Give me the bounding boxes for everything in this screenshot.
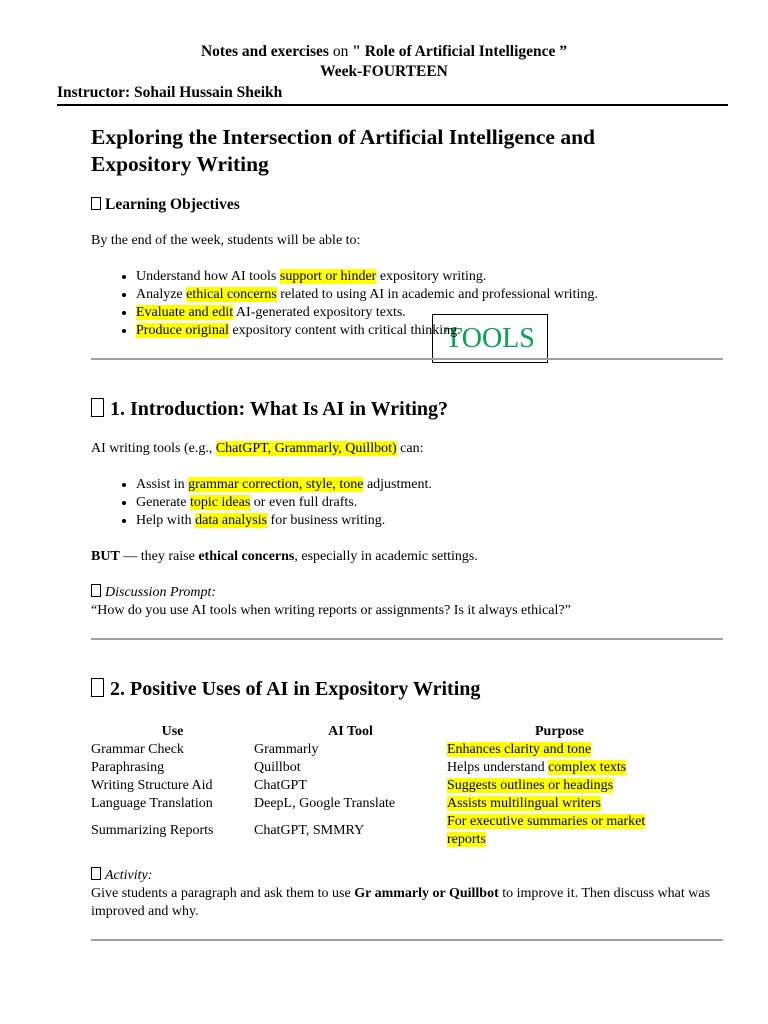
table-cell: Writing Structure Aid	[91, 778, 213, 793]
missing-glyph-icon	[91, 398, 104, 417]
missing-glyph-icon	[91, 678, 104, 697]
table-row	[91, 777, 672, 795]
discussion-prompt-label: Discussion Prompt:	[91, 584, 731, 602]
table-cell: Grammar Check	[91, 742, 184, 757]
table-row	[91, 795, 672, 813]
list-item: • Assist in grammar correction, style, tone adjustment.	[136, 476, 731, 494]
table-cell: Assists multilingual writers	[447, 796, 601, 811]
tools-box: TOOLS	[432, 314, 548, 363]
section-divider	[91, 358, 723, 360]
table-cell: Suggests outlines or headings	[447, 778, 614, 793]
table-cell: For executive summaries or market reports	[447, 814, 646, 847]
list-item: • Help with data analysis for business writing.	[136, 512, 731, 530]
main-content	[91, 124, 731, 941]
list-item: • Evaluate and edit AI-generated expository texts.	[136, 304, 731, 322]
column-header: Use	[161, 724, 184, 739]
table-row	[91, 759, 672, 777]
ethics-statement: BUT — they raise ethical concerns, especially in academic settings.	[91, 549, 478, 564]
header-divider	[57, 104, 728, 106]
table-cell: Enhances clarity and tone	[447, 742, 592, 757]
column-header: Purpose	[535, 724, 584, 739]
table-row	[91, 813, 672, 849]
list-item: • Produce original expository content with critical thinking.	[136, 322, 731, 340]
missing-glyph-icon	[91, 584, 101, 597]
column-header: AI Tool	[328, 724, 373, 739]
page-title: Exploring the Intersection of Artificial Intelligence and Expository Writing	[91, 125, 596, 176]
objectives-intro: By the end of the week, students will be able to:	[91, 233, 361, 248]
header-week: Week-FOURTEEN	[320, 63, 448, 80]
table-row	[91, 741, 672, 759]
table-cell: ChatGPT, SMMRY	[254, 823, 365, 838]
section-divider	[91, 939, 723, 941]
table-cell: Language Translation	[91, 796, 213, 811]
missing-glyph-icon	[91, 197, 101, 210]
table-cell: Grammarly	[254, 742, 319, 757]
activity-label: Activity:	[91, 867, 731, 885]
header-line-1: Notes and exercises on " Role of Artificial Intelligence ”	[200, 43, 568, 60]
document-header	[0, 42, 768, 82]
section2-heading: 2. Positive Uses of AI in Expository Writing	[91, 676, 731, 702]
table-cell: ChatGPT	[254, 778, 307, 793]
section1-intro: AI writing tools (e.g., ChatGPT, Grammarly, Quillbot) can:	[91, 441, 424, 456]
list-item: • Understand how AI tools support or hinder expository writing.	[136, 268, 731, 286]
section1-heading: 1. Introduction: What Is AI in Writing?	[91, 396, 731, 422]
table-header-row	[91, 722, 672, 741]
objectives-list	[91, 268, 731, 340]
table-cell: Summarizing Reports	[91, 823, 214, 838]
activity-text: Give students a paragraph and ask them to use Gr ammarly or Quillbot to improve it. Then discuss what was improved and why.	[91, 886, 711, 919]
list-item: • Generate topic ideas or even full drafts.	[136, 494, 731, 512]
objectives-heading: Learning Objectives	[91, 196, 731, 214]
table-cell: Helps understand complex texts	[447, 760, 627, 775]
section-divider	[91, 638, 723, 640]
discussion-prompt-text: “How do you use AI tools when writing reports or assignments? Is it always ethical?”	[91, 603, 571, 618]
missing-glyph-icon	[91, 867, 101, 880]
list-item: • Analyze ethical concerns related to using AI in academic and professional writing.	[136, 286, 731, 304]
table-cell: Quillbot	[254, 760, 301, 775]
ai-uses-table	[91, 722, 672, 849]
ai-capabilities-list	[91, 476, 731, 530]
table-cell: DeepL, Google Translate	[254, 796, 396, 811]
table-cell: Paraphrasing	[91, 760, 165, 775]
instructor-line: Instructor: Sohail Hussain Sheikh	[57, 84, 283, 101]
